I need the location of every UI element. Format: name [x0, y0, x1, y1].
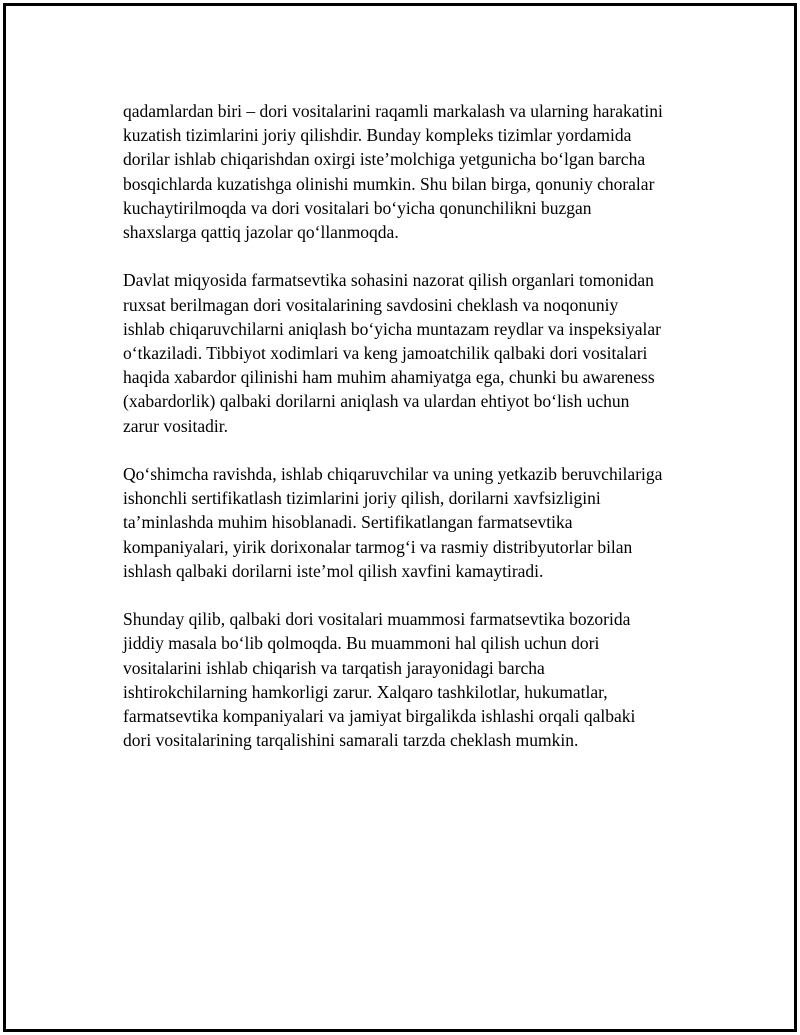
paragraph-line: dori vositalarining tarqalishini samarali tarzda cheklash mumkin. — [123, 730, 579, 751]
paragraph-line: ishtirokchilarning hamkorligi zarur. Xalqaro tashkilotlar, hukumatlar, — [123, 681, 608, 702]
paragraph-3 — [123, 462, 703, 583]
paragraph-line: ishonchli sertifikatlash tizimlarini joriy qilish, dorilarni xavfsizligini — [123, 488, 601, 509]
paragraph-line: farmatsevtika kompaniyalari va jamiyat birgalikda ishlashi orqali qalbaki — [123, 706, 636, 727]
page-frame — [3, 3, 797, 1032]
paragraph-2 — [123, 268, 703, 437]
paragraph-line: kuzatish tizimlarini joriy qilishdir. Bunday kompleks tizimlar yordamida — [123, 125, 632, 146]
paragraph-line: ruxsat berilmagan dori vositalarining savdosini cheklash va noqonuniy — [123, 294, 619, 315]
paragraph-line: Qo‘shimcha ravishda, ishlab chiqaruvchilar va uning yetkazib beruvchilariga — [123, 464, 663, 485]
paragraph-line: dorilar ishlab chiqarishdan oxirgi iste’molchiga yetgunicha bo‘lgan barcha — [123, 149, 646, 170]
paragraph-line: ishlash qalbaki dorilarni iste’mol qilish xavfini kamaytiradi. — [123, 560, 544, 581]
paragraph-line: kuchaytirilmoqda va dori vositalari bo‘yicha qonunchilikni buzgan — [123, 197, 592, 218]
paragraph-line: jiddiy masala bo‘lib qolmoqda. Bu muammoni hal qilish uchun dori — [123, 633, 600, 654]
paragraph-line: (xabardorlik) qalbaki dorilarni aniqlash va ulardan ehtiyot bo‘lish uchun — [123, 391, 630, 412]
paragraph-line: ishlab chiqaruvchilarni aniqlash bo‘yicha muntazam reydlar va inspeksiyalar — [123, 318, 661, 339]
paragraph-line: zarur vositadir. — [123, 415, 228, 436]
paragraph-line: ta’minlashda muhim hisoblanadi. Sertifikatlangan farmatsevtika — [123, 512, 573, 533]
paragraph-line: o‘tkaziladi. Tibbiyot xodimlari va keng jamoatchilik qalbaki dori vositalari — [123, 343, 648, 364]
document-body — [123, 99, 703, 777]
paragraph-line: vositalarini ishlab chiqarish va tarqatish jarayonidagi barcha — [123, 657, 545, 678]
paragraph-line: Shunday qilib, qalbaki dori vositalari muammosi farmatsevtika bozorida — [123, 609, 631, 630]
paragraph-line: qadamlardan biri – dori vositalarini raqamli markalash va ularning harakatini — [123, 101, 663, 121]
paragraph-line: haqida xabardor qilinishi ham muhim ahamiyatga ega, chunki bu awareness — [123, 367, 655, 388]
paragraph-4 — [123, 607, 703, 752]
paragraph-line: Davlat miqyosida farmatsevtika sohasini nazorat qilish organlari tomonidan — [123, 270, 654, 291]
paragraph-1 — [123, 99, 703, 244]
paragraph-line: kompaniyalari, yirik dorixonalar tarmog‘i va rasmiy distribyutorlar bilan — [123, 536, 633, 557]
paragraph-line: bosqichlarda kuzatishga olinishi mumkin. Shu bilan birga, qonuniy choralar — [123, 173, 655, 194]
paragraph-line: shaxslarga qattiq jazolar qo‘llanmoqda. — [123, 222, 399, 243]
